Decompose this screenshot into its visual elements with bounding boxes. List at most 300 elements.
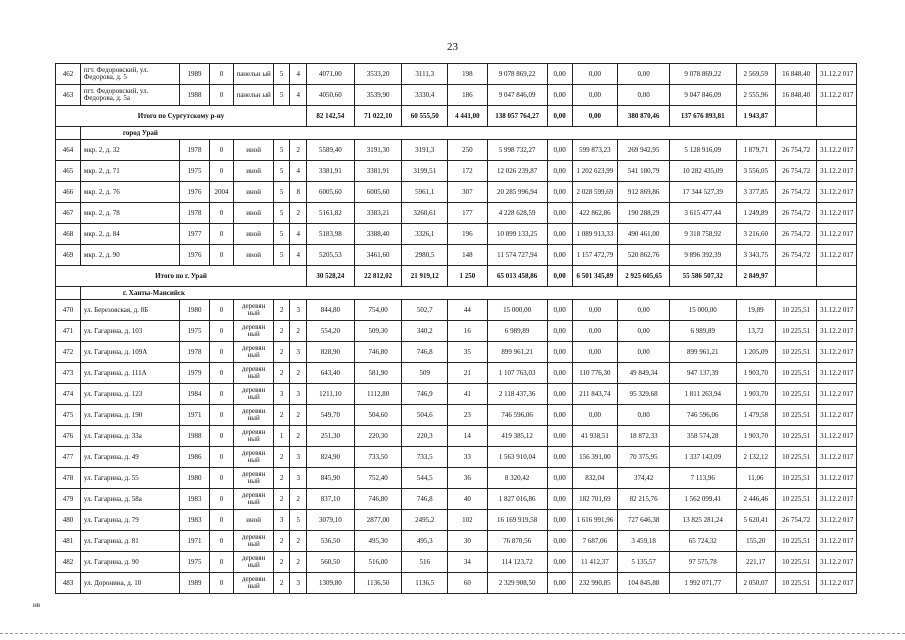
table-cell: 0	[209, 426, 234, 447]
table-cell: 182 701,69	[572, 489, 618, 510]
table-cell: 232 990,85	[572, 573, 618, 594]
table-cell: 1978	[180, 140, 209, 161]
address-cell: ул. Гагарина, д. 109А	[80, 342, 180, 363]
table-cell: 114 123,72	[487, 552, 547, 573]
table-cell: 110 776,30	[572, 363, 618, 384]
table-cell: 65 724,32	[670, 531, 736, 552]
table-cell: 20 285 996,94	[487, 182, 547, 203]
table-cell: 1975	[180, 161, 209, 182]
table-cell: 31.12.2 017	[817, 161, 857, 182]
table-cell: 2	[290, 405, 307, 426]
address-cell: ул. Гагарина, д. 123	[80, 384, 180, 405]
table-cell: 5961,1	[402, 182, 448, 203]
table-cell: 2	[273, 489, 290, 510]
address-cell: мкр. 2, д. 76	[80, 182, 180, 203]
table-cell: 4	[290, 245, 307, 266]
row-number-cell: 479	[56, 489, 81, 510]
housing-registry-table	[55, 63, 857, 594]
address-cell: ул. Гагарина, д. 103	[80, 321, 180, 342]
subtotal-cell	[775, 266, 817, 287]
table-cell: 31.12.2 017	[817, 64, 857, 85]
table-cell: 2495,2	[402, 510, 448, 531]
table-cell: 26 754,72	[775, 140, 817, 161]
row-number-cell: 466	[56, 182, 81, 203]
table-cell: 5	[273, 161, 290, 182]
subtotal-cell: 71 022,10	[354, 106, 402, 127]
table-cell: 186	[448, 85, 487, 106]
table-cell: 504,6	[402, 405, 448, 426]
table-row	[56, 203, 857, 224]
table-cell: 10 225,51	[775, 321, 817, 342]
table-cell: 845,90	[307, 468, 355, 489]
table-cell: 1976	[180, 182, 209, 203]
table-cell: 5	[273, 85, 290, 106]
table-cell: 837,10	[307, 489, 355, 510]
table-cell: 1978	[180, 203, 209, 224]
table-cell: 2	[273, 447, 290, 468]
table-cell: 31.12.2 017	[817, 224, 857, 245]
table-cell: 422 862,86	[572, 203, 618, 224]
table-cell: 0,00	[572, 405, 618, 426]
table-cell: иной	[234, 161, 273, 182]
table-cell: деревян ный	[234, 531, 273, 552]
table-cell: 31.12.2 017	[817, 489, 857, 510]
table-cell: 41 938,51	[572, 426, 618, 447]
table-cell: 0	[209, 489, 234, 510]
table-cell: 509,30	[354, 321, 402, 342]
table-cell: 41	[448, 384, 487, 405]
table-cell: 31.12.2 017	[817, 468, 857, 489]
table-cell: 251,30	[307, 426, 355, 447]
table-cell: 5183,98	[307, 224, 355, 245]
table-cell: 35	[448, 342, 487, 363]
table-cell: 490 461,00	[618, 224, 670, 245]
table-cell: 2	[273, 363, 290, 384]
table-cell: 9 047 846,09	[670, 85, 736, 106]
table-cell: 1986	[180, 447, 209, 468]
table-cell: 2004	[209, 182, 234, 203]
table-cell: 4	[290, 161, 307, 182]
table-cell: 9 078 869,22	[487, 64, 547, 85]
table-cell: 0	[209, 64, 234, 85]
subtotal-cell: 60 555,50	[402, 106, 448, 127]
table-cell: 1983	[180, 510, 209, 531]
table-cell: 40	[448, 489, 487, 510]
table-cell: 2 118 437,36	[487, 384, 547, 405]
table-cell: 10 225,51	[775, 300, 817, 321]
table-cell: 7 113,96	[670, 468, 736, 489]
row-number-cell: 472	[56, 342, 81, 363]
table-cell: 0	[209, 468, 234, 489]
table-cell: 0,00	[572, 321, 618, 342]
table-cell: 15 000,00	[487, 300, 547, 321]
table-cell: 1 205,09	[736, 342, 775, 363]
table-cell: 5589,40	[307, 140, 355, 161]
table-cell: 0,00	[547, 203, 572, 224]
subtotal-cell: 82 142,54	[307, 106, 355, 127]
table-cell: 31.12.2 017	[817, 140, 857, 161]
table-cell: иной	[234, 510, 273, 531]
address-cell: ул. Гагарина, д. 33а	[80, 426, 180, 447]
table-cell: 16	[448, 321, 487, 342]
table-cell: 0,00	[547, 140, 572, 161]
table-cell: 419 385,12	[487, 426, 547, 447]
table-cell: 0,00	[618, 321, 670, 342]
subtotal-cell: 30 528,24	[307, 266, 355, 287]
table-cell: 0,00	[547, 363, 572, 384]
table-cell: 0	[209, 140, 234, 161]
footer-mark: нв	[33, 601, 41, 609]
table-cell: 10 225,51	[775, 552, 817, 573]
table-cell: 31.12.2 017	[817, 510, 857, 531]
table-cell: иной	[234, 140, 273, 161]
table-cell: 10 225,51	[775, 489, 817, 510]
address-cell: мкр. 2, д. 32	[80, 140, 180, 161]
table-cell: деревян ный	[234, 573, 273, 594]
table-cell: 544,5	[402, 468, 448, 489]
row-number-cell: 464	[56, 140, 81, 161]
table-cell: 3381,91	[354, 161, 402, 182]
table-cell: 97 575,78	[670, 552, 736, 573]
table-cell: 11,06	[736, 468, 775, 489]
table-cell: 220,3	[402, 426, 448, 447]
table-cell: 1976	[180, 245, 209, 266]
table-cell: 3381,91	[307, 161, 355, 182]
table-cell: 10 225,51	[775, 573, 817, 594]
table-cell: 0,00	[547, 300, 572, 321]
table-cell: 746,9	[402, 384, 448, 405]
table-cell: 156 391,00	[572, 447, 618, 468]
table-cell: 4	[290, 64, 307, 85]
table-cell: 0,00	[618, 85, 670, 106]
table-cell: 3 556,05	[736, 161, 775, 182]
address-cell: мкр. 2, д. 71	[80, 161, 180, 182]
subtotal-cell: 0,00	[572, 106, 618, 127]
table-cell: 0,00	[572, 85, 618, 106]
table-cell: деревян ный	[234, 489, 273, 510]
table-cell: 752,40	[354, 468, 402, 489]
table-cell: иной	[234, 203, 273, 224]
table-cell: 26 754,72	[775, 182, 817, 203]
address-cell: ул. Гагарина, д. 81	[80, 531, 180, 552]
subtotal-cell: 4 441,00	[448, 106, 487, 127]
table-cell: 4	[290, 85, 307, 106]
page-number: 23	[447, 41, 458, 53]
table-cell: 31.12.2 017	[817, 321, 857, 342]
table-cell: 516,00	[354, 552, 402, 573]
table-cell: 746,8	[402, 489, 448, 510]
table-cell: 0	[209, 300, 234, 321]
address-cell: мкр. 2, д. 84	[80, 224, 180, 245]
row-number-cell: 477	[56, 447, 81, 468]
table-row	[56, 489, 857, 510]
table-cell: 2	[273, 405, 290, 426]
table-cell: 31.12.2 017	[817, 447, 857, 468]
table-cell: 2	[290, 552, 307, 573]
table-cell: 2	[290, 363, 307, 384]
table-cell: 0	[209, 363, 234, 384]
section-spacer-cell	[56, 287, 81, 300]
table-cell: 643,40	[307, 363, 355, 384]
table-cell: 6 989,89	[670, 321, 736, 342]
table-cell: 0,00	[572, 300, 618, 321]
table-cell: 1 107 763,03	[487, 363, 547, 384]
table-cell: 31.12.2 017	[817, 203, 857, 224]
table-cell: 2 028 599,69	[572, 182, 618, 203]
table-row	[56, 321, 857, 342]
table-cell: 1 903,70	[736, 384, 775, 405]
table-cell: 2	[290, 489, 307, 510]
table-cell: 155,20	[736, 531, 775, 552]
table-cell: 177	[448, 203, 487, 224]
table-cell: 1 992 071,77	[670, 573, 736, 594]
address-cell: ул. Гагарина, д. 79	[80, 510, 180, 531]
subtotal-cell: 6 501 345,89	[572, 266, 618, 287]
table-cell: 0,00	[547, 224, 572, 245]
table-cell: 2	[273, 468, 290, 489]
table-cell: 2	[290, 140, 307, 161]
table-cell: 34	[448, 552, 487, 573]
table-cell: 5	[273, 182, 290, 203]
table-cell: 1975	[180, 552, 209, 573]
subtotal-title: Итого по Сургутскому р-ну	[56, 106, 307, 127]
table-cell: 49 849,34	[618, 363, 670, 384]
table-cell: 0,00	[547, 510, 572, 531]
address-cell: ул. Гагарина, д. 55	[80, 468, 180, 489]
table-cell: 3 377,85	[736, 182, 775, 203]
table-cell: 220,30	[354, 426, 402, 447]
table-cell: 2877,00	[354, 510, 402, 531]
table-cell: 30	[448, 531, 487, 552]
table-cell: 0	[209, 161, 234, 182]
table-cell: 36	[448, 468, 487, 489]
table-cell: 2	[290, 426, 307, 447]
table-cell: 95 329,68	[618, 384, 670, 405]
table-cell: 3 343,75	[736, 245, 775, 266]
subtotal-cell: 2 925 605,65	[618, 266, 670, 287]
table-cell: деревян ный	[234, 447, 273, 468]
table-cell: 3	[290, 573, 307, 594]
table-cell: 31.12.2 017	[817, 384, 857, 405]
table-cell: 0,00	[618, 64, 670, 85]
address-cell: ул. Гагарина, д. 90	[80, 552, 180, 573]
table-cell: 1971	[180, 405, 209, 426]
table-cell: 0,00	[572, 64, 618, 85]
table-row	[56, 384, 857, 405]
table-cell: 1975	[180, 321, 209, 342]
table-cell: 11 412,37	[572, 552, 618, 573]
table-row	[56, 85, 857, 106]
table-cell: 0,00	[547, 384, 572, 405]
table-cell: 2 329 908,50	[487, 573, 547, 594]
table-cell: 10 225,51	[775, 363, 817, 384]
table-cell: 5 135,57	[618, 552, 670, 573]
table-cell: 1 827 016,86	[487, 489, 547, 510]
table-cell: 5 128 916,09	[670, 140, 736, 161]
table-cell: 26 754,72	[775, 224, 817, 245]
table-cell: 1988	[180, 426, 209, 447]
row-number-cell: 463	[56, 85, 81, 106]
row-number-cell: 470	[56, 300, 81, 321]
table-cell: 211 843,74	[572, 384, 618, 405]
section-header-row	[56, 287, 857, 300]
row-number-cell: 481	[56, 531, 81, 552]
table-body	[56, 64, 857, 594]
table-row	[56, 182, 857, 203]
table-cell: 541 180,79	[618, 161, 670, 182]
table-cell: 0,00	[547, 161, 572, 182]
table-cell: 3191,30	[354, 140, 402, 161]
table-cell: 2	[273, 573, 290, 594]
table-cell: 0	[209, 203, 234, 224]
table-cell: 1 903,70	[736, 363, 775, 384]
table-cell: 7 687,06	[572, 531, 618, 552]
table-cell: 1211,10	[307, 384, 355, 405]
table-cell: 1 616 991,96	[572, 510, 618, 531]
table-cell: 5	[273, 203, 290, 224]
table-row	[56, 245, 857, 266]
table-cell: 844,80	[307, 300, 355, 321]
table-row	[56, 468, 857, 489]
subtotal-cell: 2 849,97	[736, 266, 775, 287]
table-cell: 196	[448, 224, 487, 245]
subtotal-row	[56, 266, 857, 287]
table-cell: деревян ный	[234, 552, 273, 573]
table-cell: 3539,90	[354, 85, 402, 106]
table-row	[56, 573, 857, 594]
table-cell: 8 320,42	[487, 468, 547, 489]
table-cell: 0,00	[547, 182, 572, 203]
table-cell: 0	[209, 245, 234, 266]
row-number-cell: 465	[56, 161, 81, 182]
table-cell: 21	[448, 363, 487, 384]
table-cell: 70 375,95	[618, 447, 670, 468]
subtotal-cell: 21 919,12	[402, 266, 448, 287]
row-number-cell: 468	[56, 224, 81, 245]
table-cell: 1112,80	[354, 384, 402, 405]
table-cell: 3	[273, 510, 290, 531]
table-cell: 31.12.2 017	[817, 85, 857, 106]
table-cell: 516	[402, 552, 448, 573]
subtotal-row	[56, 106, 857, 127]
table-cell: 0,00	[547, 85, 572, 106]
subtotal-cell	[817, 266, 857, 287]
table-cell: 10 899 133,25	[487, 224, 547, 245]
table-cell: 5 998 732,27	[487, 140, 547, 161]
table-cell: 1 879,71	[736, 140, 775, 161]
table-cell: 3 459,18	[618, 531, 670, 552]
table-cell: 2 569,59	[736, 64, 775, 85]
table-cell: 26 754,72	[775, 245, 817, 266]
table-cell: 10 225,51	[775, 447, 817, 468]
table-cell: деревян ный	[234, 363, 273, 384]
subtotal-cell	[775, 106, 817, 127]
table-cell: 31.12.2 017	[817, 552, 857, 573]
table-cell: 0,00	[618, 342, 670, 363]
table-cell: 3	[273, 384, 290, 405]
subtotal-title: Итого по г. Урай	[56, 266, 307, 287]
table-cell: 33	[448, 447, 487, 468]
table-cell: 509	[402, 363, 448, 384]
table-cell: 1988	[180, 85, 209, 106]
table-cell: 26 754,72	[775, 161, 817, 182]
table-cell: 19,89	[736, 300, 775, 321]
table-row	[56, 363, 857, 384]
table-cell: 5	[273, 224, 290, 245]
table-cell: 9 318 758,92	[670, 224, 736, 245]
table-cell: 102	[448, 510, 487, 531]
table-cell: 10 225,51	[775, 405, 817, 426]
table-row	[56, 300, 857, 321]
table-cell: 31.12.2 017	[817, 405, 857, 426]
scan-edge-line	[0, 633, 905, 634]
table-cell: 31.12.2 017	[817, 426, 857, 447]
table-cell: 0	[209, 552, 234, 573]
table-row	[56, 405, 857, 426]
table-cell: 5	[273, 245, 290, 266]
table-row	[56, 64, 857, 85]
table-cell: 2 555,96	[736, 85, 775, 106]
table-cell: 1977	[180, 224, 209, 245]
table-cell: 1309,80	[307, 573, 355, 594]
section-title: город Урай	[80, 127, 856, 140]
table-cell: 0	[209, 531, 234, 552]
subtotal-cell	[817, 106, 857, 127]
table-cell: 0,00	[618, 300, 670, 321]
table-cell: 6005,60	[354, 182, 402, 203]
section-header-row	[56, 127, 857, 140]
table-cell: 10 282 435,09	[670, 161, 736, 182]
table-cell: 3079,10	[307, 510, 355, 531]
table-cell: 0,00	[572, 342, 618, 363]
table-cell: 1 249,89	[736, 203, 775, 224]
table-cell: панельн ый	[234, 85, 273, 106]
table-cell: 733,5	[402, 447, 448, 468]
table-cell: 824,90	[307, 447, 355, 468]
address-cell: мкр. 2, д. 90	[80, 245, 180, 266]
table-cell: 2	[273, 342, 290, 363]
table-cell: 6005,60	[307, 182, 355, 203]
table-cell: 148	[448, 245, 487, 266]
table-cell: 1 563 910,04	[487, 447, 547, 468]
table-row	[56, 342, 857, 363]
table-cell: 1 202 623,99	[572, 161, 618, 182]
table-cell: деревян ный	[234, 321, 273, 342]
section-title: г. Ханты-Мансийск	[80, 287, 856, 300]
table-cell: 31.12.2 017	[817, 245, 857, 266]
table-cell: 1	[273, 426, 290, 447]
table-cell: 10 225,51	[775, 468, 817, 489]
table-cell: 727 646,38	[618, 510, 670, 531]
table-cell: 4071,00	[307, 64, 355, 85]
subtotal-cell: 0,00	[547, 266, 572, 287]
table-cell: 26 754,72	[775, 510, 817, 531]
table-cell: 172	[448, 161, 487, 182]
address-cell: пгт. Федоровский, ул. Федорова, д. 5а	[80, 85, 180, 106]
table-cell: деревян ный	[234, 342, 273, 363]
table-cell: 17 344 527,39	[670, 182, 736, 203]
table-cell: 2 132,12	[736, 447, 775, 468]
row-number-cell: 471	[56, 321, 81, 342]
table-cell: 10 225,51	[775, 342, 817, 363]
table-cell: 581,90	[354, 363, 402, 384]
table-cell: 1 562 099,41	[670, 489, 736, 510]
table-cell: 0,00	[547, 573, 572, 594]
table-cell: 10 225,51	[775, 531, 817, 552]
table-cell: 504,60	[354, 405, 402, 426]
table-cell: 754,00	[354, 300, 402, 321]
table-cell: 1979	[180, 363, 209, 384]
